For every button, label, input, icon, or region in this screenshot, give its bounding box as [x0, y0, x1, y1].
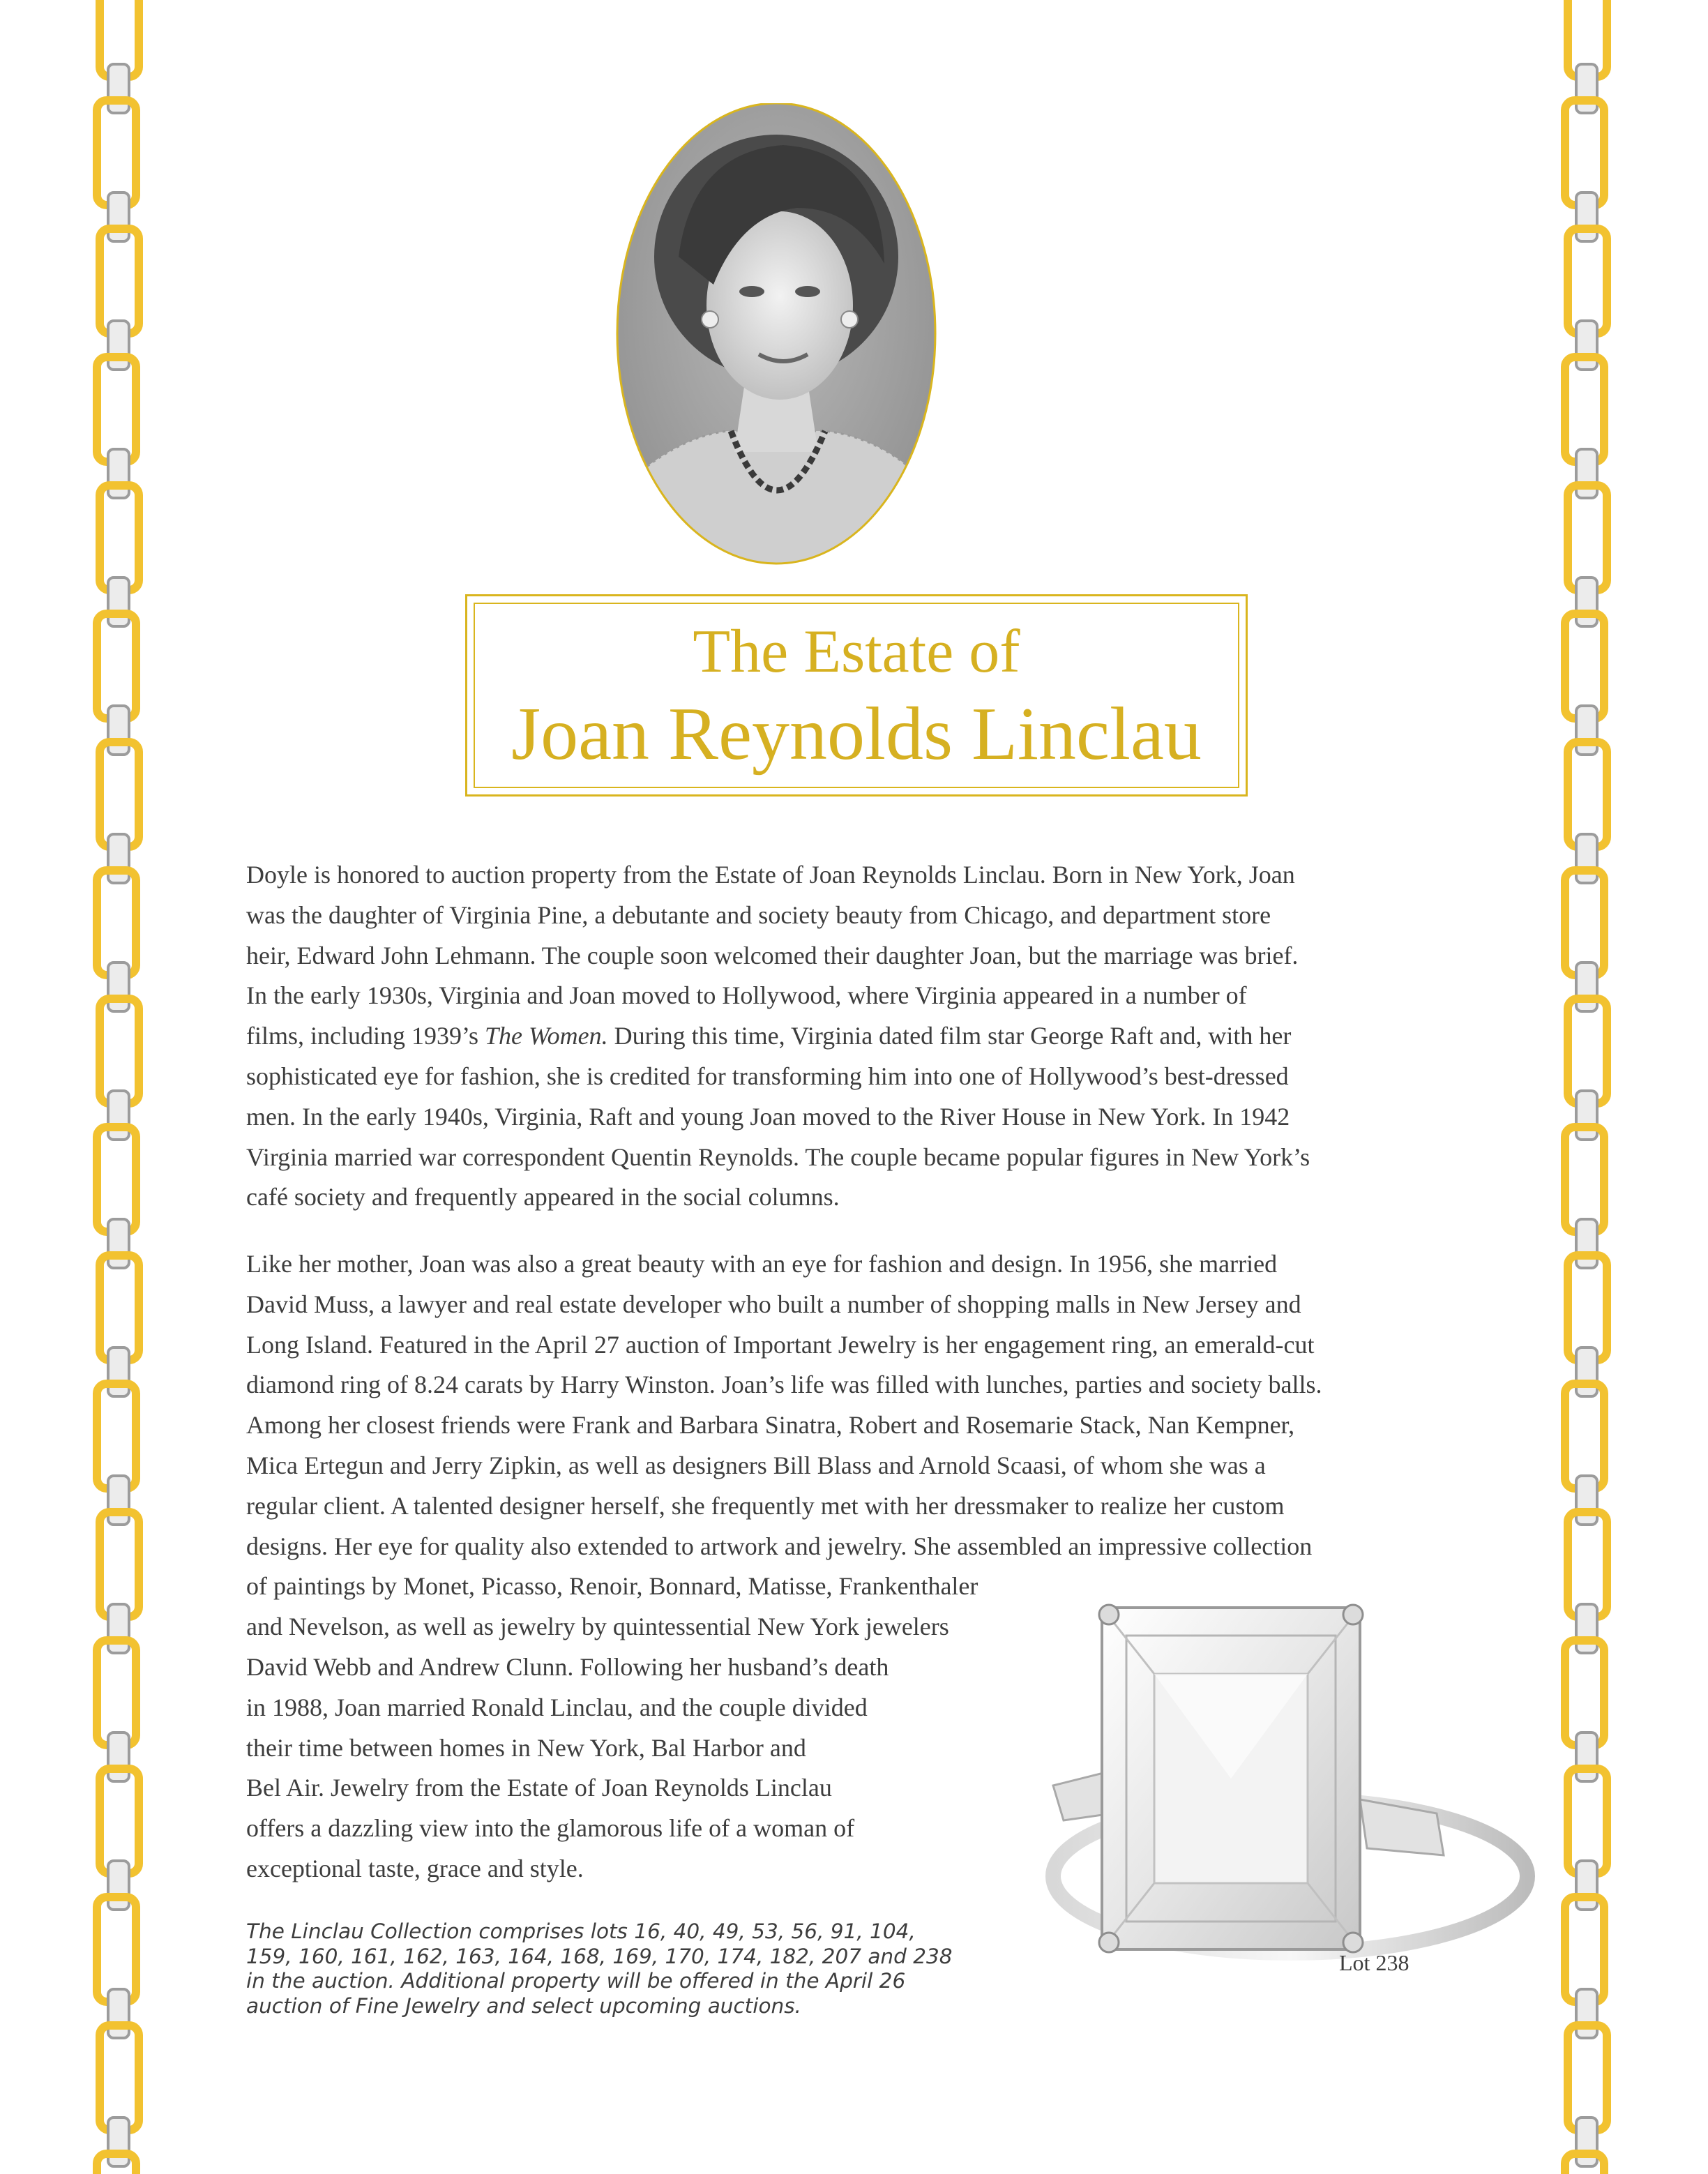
paragraph-line: David Muss, a lawyer and real estate developer who built a number of shopping malls in New Jersey and — [246, 1290, 1301, 1318]
chain-connector — [1576, 2118, 1597, 2166]
chain-connector — [1576, 1219, 1597, 1268]
chain-link — [100, 1255, 139, 1360]
paragraph-line: and Nevelson, as well as jewelry by quintessential New York jewelers — [246, 1613, 949, 1641]
chain-link — [1565, 870, 1604, 975]
chain-link — [1565, 100, 1604, 205]
chain-link — [97, 100, 136, 205]
chain-connector — [1576, 578, 1597, 626]
chain-link — [100, 485, 139, 590]
text-run: films, including 1939’s — [246, 1022, 485, 1050]
chain-link — [1565, 614, 1604, 718]
chain-link — [97, 614, 136, 718]
chain-connector — [1576, 1861, 1597, 1910]
paragraph-line — [246, 1016, 1310, 1057]
chain-connector — [108, 1989, 129, 2038]
paragraph-line: Doyle is honored to auction property from the Estate of Joan Reynolds Linclau. Born in New York, Joan — [246, 861, 1295, 889]
paragraph-line: was the daughter of Virginia Pine, a debutante and society beauty from Chicago, and department store — [246, 900, 1271, 929]
paragraph-line: men. In the early 1940s, Virginia, Raft and young Joan moved to the River House in New York. In 1942 — [246, 1102, 1290, 1131]
chain-link — [100, 1769, 139, 1873]
paragraph-line: regular client. A talented designer herself, she frequently met with her dressmaker to realize her custom — [246, 1491, 1285, 1520]
chain-link — [97, 1127, 136, 1232]
chain-connector — [108, 1476, 129, 1525]
chain-connector — [1576, 1091, 1597, 1140]
paragraph-line: café society and frequently appeared in the social columns. — [246, 1183, 840, 1211]
chain-connector — [108, 2118, 129, 2166]
paragraph-line: In the early 1930s, Virginia and Joan moved to Hollywood, where Virginia appeared in a number of — [246, 981, 1247, 1010]
chain-link — [97, 1897, 136, 2002]
chain-link — [97, 870, 136, 975]
paragraph-line: heir, Edward John Lehmann. The couple soon welcomed their daughter Joan, but the marriage was brief. — [246, 941, 1299, 969]
chain-link — [1565, 1127, 1604, 1232]
chain-link — [1568, 999, 1607, 1103]
chain-connector — [1576, 963, 1597, 1011]
paragraph-line: David Webb and Andrew Clunn. Following her husband’s death — [246, 1652, 889, 1681]
chain-connector — [108, 449, 129, 498]
paragraph-line: in 1988, Joan married Ronald Linclau, and the couple divided — [246, 1693, 868, 1721]
paragraph-line: their time between homes in New York, Bal Harbor and — [246, 1733, 806, 1762]
chain-connector — [1576, 706, 1597, 755]
gold-chain-right — [1555, 0, 1618, 2174]
chain-connector — [108, 834, 129, 883]
portrait-photo — [616, 103, 937, 605]
chain-link — [97, 1640, 136, 1745]
chain-connector — [108, 1091, 129, 1140]
chain-connector — [1576, 449, 1597, 498]
emerald-cut-diamond-ring-image — [997, 1569, 1548, 1988]
paragraph-line: exceptional taste, grace and style. — [246, 1854, 584, 1882]
paragraph-line: Bel Air. Jewelry from the Estate of Joan Reynolds Linclau — [246, 1774, 832, 1802]
chain-link — [97, 357, 136, 462]
paragraph-line: sophisticated eye for fashion, she is credited for transforming him into one of Hollywood’s best-dressed — [246, 1062, 1289, 1090]
chain-connector — [1576, 834, 1597, 883]
text-run: During this time, Virginia dated film star George Raft and, with her — [607, 1022, 1292, 1050]
chain-link — [1568, 2025, 1607, 2130]
chain-link — [100, 1512, 139, 1617]
paragraph-line: Like her mother, Joan was also a great beauty with an eye for fashion and design. In 1956, she married — [246, 1250, 1278, 1278]
chain-link — [1568, 1255, 1607, 1360]
chain-link — [1565, 357, 1604, 462]
chain-link — [97, 1384, 136, 1488]
paragraph-line: offers a dazzling view into the glamorous life of a woman of — [246, 1814, 855, 1843]
chain-connector — [1576, 1604, 1597, 1653]
chain-link — [100, 999, 139, 1103]
chain-connector — [108, 578, 129, 626]
chain-connector — [1576, 321, 1597, 370]
chain-link — [1568, 485, 1607, 590]
title-line-2: Joan Reynolds Linclau — [511, 693, 1202, 776]
note-line: auction of Fine Jewelry and select upcoming auctions. — [246, 1993, 801, 2018]
chain-link — [1565, 1384, 1604, 1488]
film-title: The Women. — [485, 1022, 608, 1050]
paragraph-line: of paintings by Monet, Picasso, Renoir, Bonnard, Matisse, Frankenthaler — [246, 1572, 978, 1601]
collection-note — [246, 1919, 953, 2018]
paragraph-line: Mica Ertegun and Jerry Zipkin, as well as designers Bill Blass and Arnold Scaasi, of whom she was a — [246, 1451, 1266, 1479]
chain-connector — [1576, 193, 1597, 241]
chain-connector — [108, 963, 129, 1011]
paragraph-line: Virginia married war correspondent Quentin Reynolds. The couple became popular figures in New York’s — [246, 1142, 1310, 1171]
chain-connector — [108, 1733, 129, 1781]
chain-connector — [108, 706, 129, 755]
chain-link — [100, 2025, 139, 2130]
paragraph-line: Among her closest friends were Frank and Barbara Sinatra, Robert and Rosemarie Stack, Nan Kempner, — [246, 1411, 1295, 1440]
chain-connector — [108, 1861, 129, 1910]
chain-link — [100, 229, 139, 333]
paragraph-line: designs. Her eye for quality also extended to artwork and jewelry. She assembled an impressive collection — [246, 1532, 1313, 1560]
chain-link — [1565, 1640, 1604, 1745]
chain-link — [1568, 229, 1607, 333]
paragraph-1 — [246, 855, 1310, 1218]
chain-connector — [1576, 64, 1597, 113]
chain-link — [1568, 742, 1607, 847]
chain-link — [100, 742, 139, 847]
gold-chain-left — [87, 0, 150, 2174]
title-frame — [465, 594, 1248, 797]
chain-connector — [108, 321, 129, 370]
chain-connector — [108, 193, 129, 241]
note-line: in the auction. Additional property will be offered in the April 26 — [246, 1969, 906, 1993]
ring-lot-caption: Lot 238 — [1339, 1950, 1410, 1975]
paragraph-line: Long Island. Featured in the April 27 auction of Important Jewelry is her engagement ring, an emerald-cut — [246, 1330, 1315, 1359]
chain-link — [1565, 1897, 1604, 2002]
chain-connector — [1576, 1348, 1597, 1396]
chain-connector — [108, 1348, 129, 1396]
chain-connector — [1576, 1476, 1597, 1525]
paragraph-line: diamond ring of 8.24 carats by Harry Winston. Joan’s life was filled with lunches, parties and society balls. — [246, 1371, 1322, 1399]
chain-connector — [1576, 1733, 1597, 1781]
chain-link — [1568, 1769, 1607, 1873]
note-line: 159, 160, 161, 162, 163, 164, 168, 169, 170, 174, 182, 207 and 238 — [246, 1944, 953, 1968]
chain-link — [1568, 1512, 1607, 1617]
chain-connector — [1576, 1989, 1597, 2038]
chain-connector — [108, 1604, 129, 1653]
chain-connector — [108, 64, 129, 113]
chain-connector — [108, 1219, 129, 1268]
note-line: The Linclau Collection comprises lots 16, 40, 49, 53, 56, 91, 104, — [246, 1919, 916, 1943]
title-line-1: The Estate of — [693, 618, 1020, 686]
